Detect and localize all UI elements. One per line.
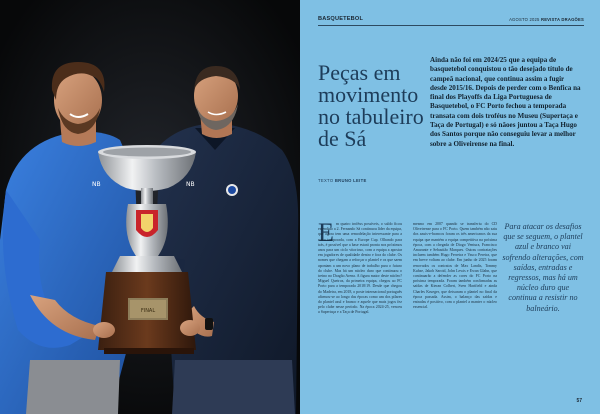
issue-label bbox=[509, 17, 584, 22]
svg-text:NB: NB bbox=[186, 181, 195, 188]
article-headline: Peças em movimento no tabuleiro de Sá bbox=[318, 60, 424, 151]
byline-author: BRUNO LEITE bbox=[334, 178, 367, 183]
running-header bbox=[318, 14, 584, 24]
byline bbox=[318, 178, 367, 183]
header-rule bbox=[318, 25, 584, 26]
drop-cap: E bbox=[318, 218, 334, 247]
page-number: 57 bbox=[576, 398, 582, 404]
pull-quote: Para atacar os desafios que se seguem, o plantel azul e branco vai sofrendo alterações, com saídas, entradas e regressos, mas há um núcleo duro que continua a resistir no balneário. bbox=[502, 222, 584, 313]
article-page bbox=[300, 0, 600, 414]
magazine-name: REVISTA DRAGÕES bbox=[540, 16, 584, 22]
byline-prefix: TEXTO bbox=[318, 178, 334, 183]
issue-date: AGOSTO 2025 bbox=[509, 16, 540, 22]
body-column-1: m quatro troféus possíveis, o saldo ficou estendido a 2. Fernando Sá continuou líder da equipa, que agora tem uma remodelação interessante para a nova temporada, com a Europe Cup. Olhando para trás, é possível que a base estará pronta nos próximos anos para um ciclo vitorioso, com a equipa a apostar em jogadores de qualidade dentro e fora do clube. Os nomes que chegam a reforçar o plantel e os que saem apontam a um novo plano de trabalho para o futuro do clube. Mas há um núcleo duro que continuou o treino no Dragão Arena. A figura maior deste núcleo? Miguel Queiroz, da primeira equipa, chegou ao FC Porto para a temporada 2018/19. Desde que chegou do Madeira, em 2018, o poste internacional português afirmou-se ao longo das épocas como um dos pilares do plantel azul e branco e aquele que mais jogos fez pelo clube nesse período. Na época 2024-25, venceu a Supertaça e a Taça de Portugal. bbox=[318, 222, 402, 315]
svg-text:FINAL: FINAL bbox=[140, 308, 156, 314]
svg-text:NB: NB bbox=[92, 181, 101, 188]
body-column-2: mesmo em 2007 quando se transferiu do CD Oliveirense para o FC Porto. Quem também não saiu dos azuis-e-brancos foram os três americanos da sua equipa que mantém a equipa competitiva na próxima época, com a chegada de Diogo Ventura, Francisco Amarante e Sebastião Marques. Outras contratações incluem também Hugo Ferreira e Vasco Pereira, que em breve voltam ao clube. Em junho de 2025 foram renovados os contratos de Max Landis, Tommy Kuhse, Jakob Saroid, John Lewis e Ewan Glahn, que continuarão a defender as cores do FC Porto na próxima temporada. Foram também confirmadas as saídas de Kieran Colbert, Sven Hartfield e ainda Charles Krueger, que deixaram o plantel no final da época passada. Assim, o balanço das saídas e entradas é positivo, com o plantel a manter o núcleo essencial. bbox=[413, 222, 497, 310]
section-label: BASQUETEBOL bbox=[318, 16, 364, 22]
article-intro: Ainda não foi em 2024/25 que a equipa de basquetebol conquistou o tão desejado título de campeã nacional, que continua assim a fugir desde 2015/16. Depois de perder com o Benfica na final dos Playoffs da Liga Portuguesa de Basquetebol, o FC Porto fechou a temporada transata com dois troféus no Museu (Supertaça e Taça de Portugal) e só nãoes juntou a Taça Hugo dos Santos porque não conseguiu levar a melhor sobre a Oliveirense na final. bbox=[430, 56, 581, 148]
